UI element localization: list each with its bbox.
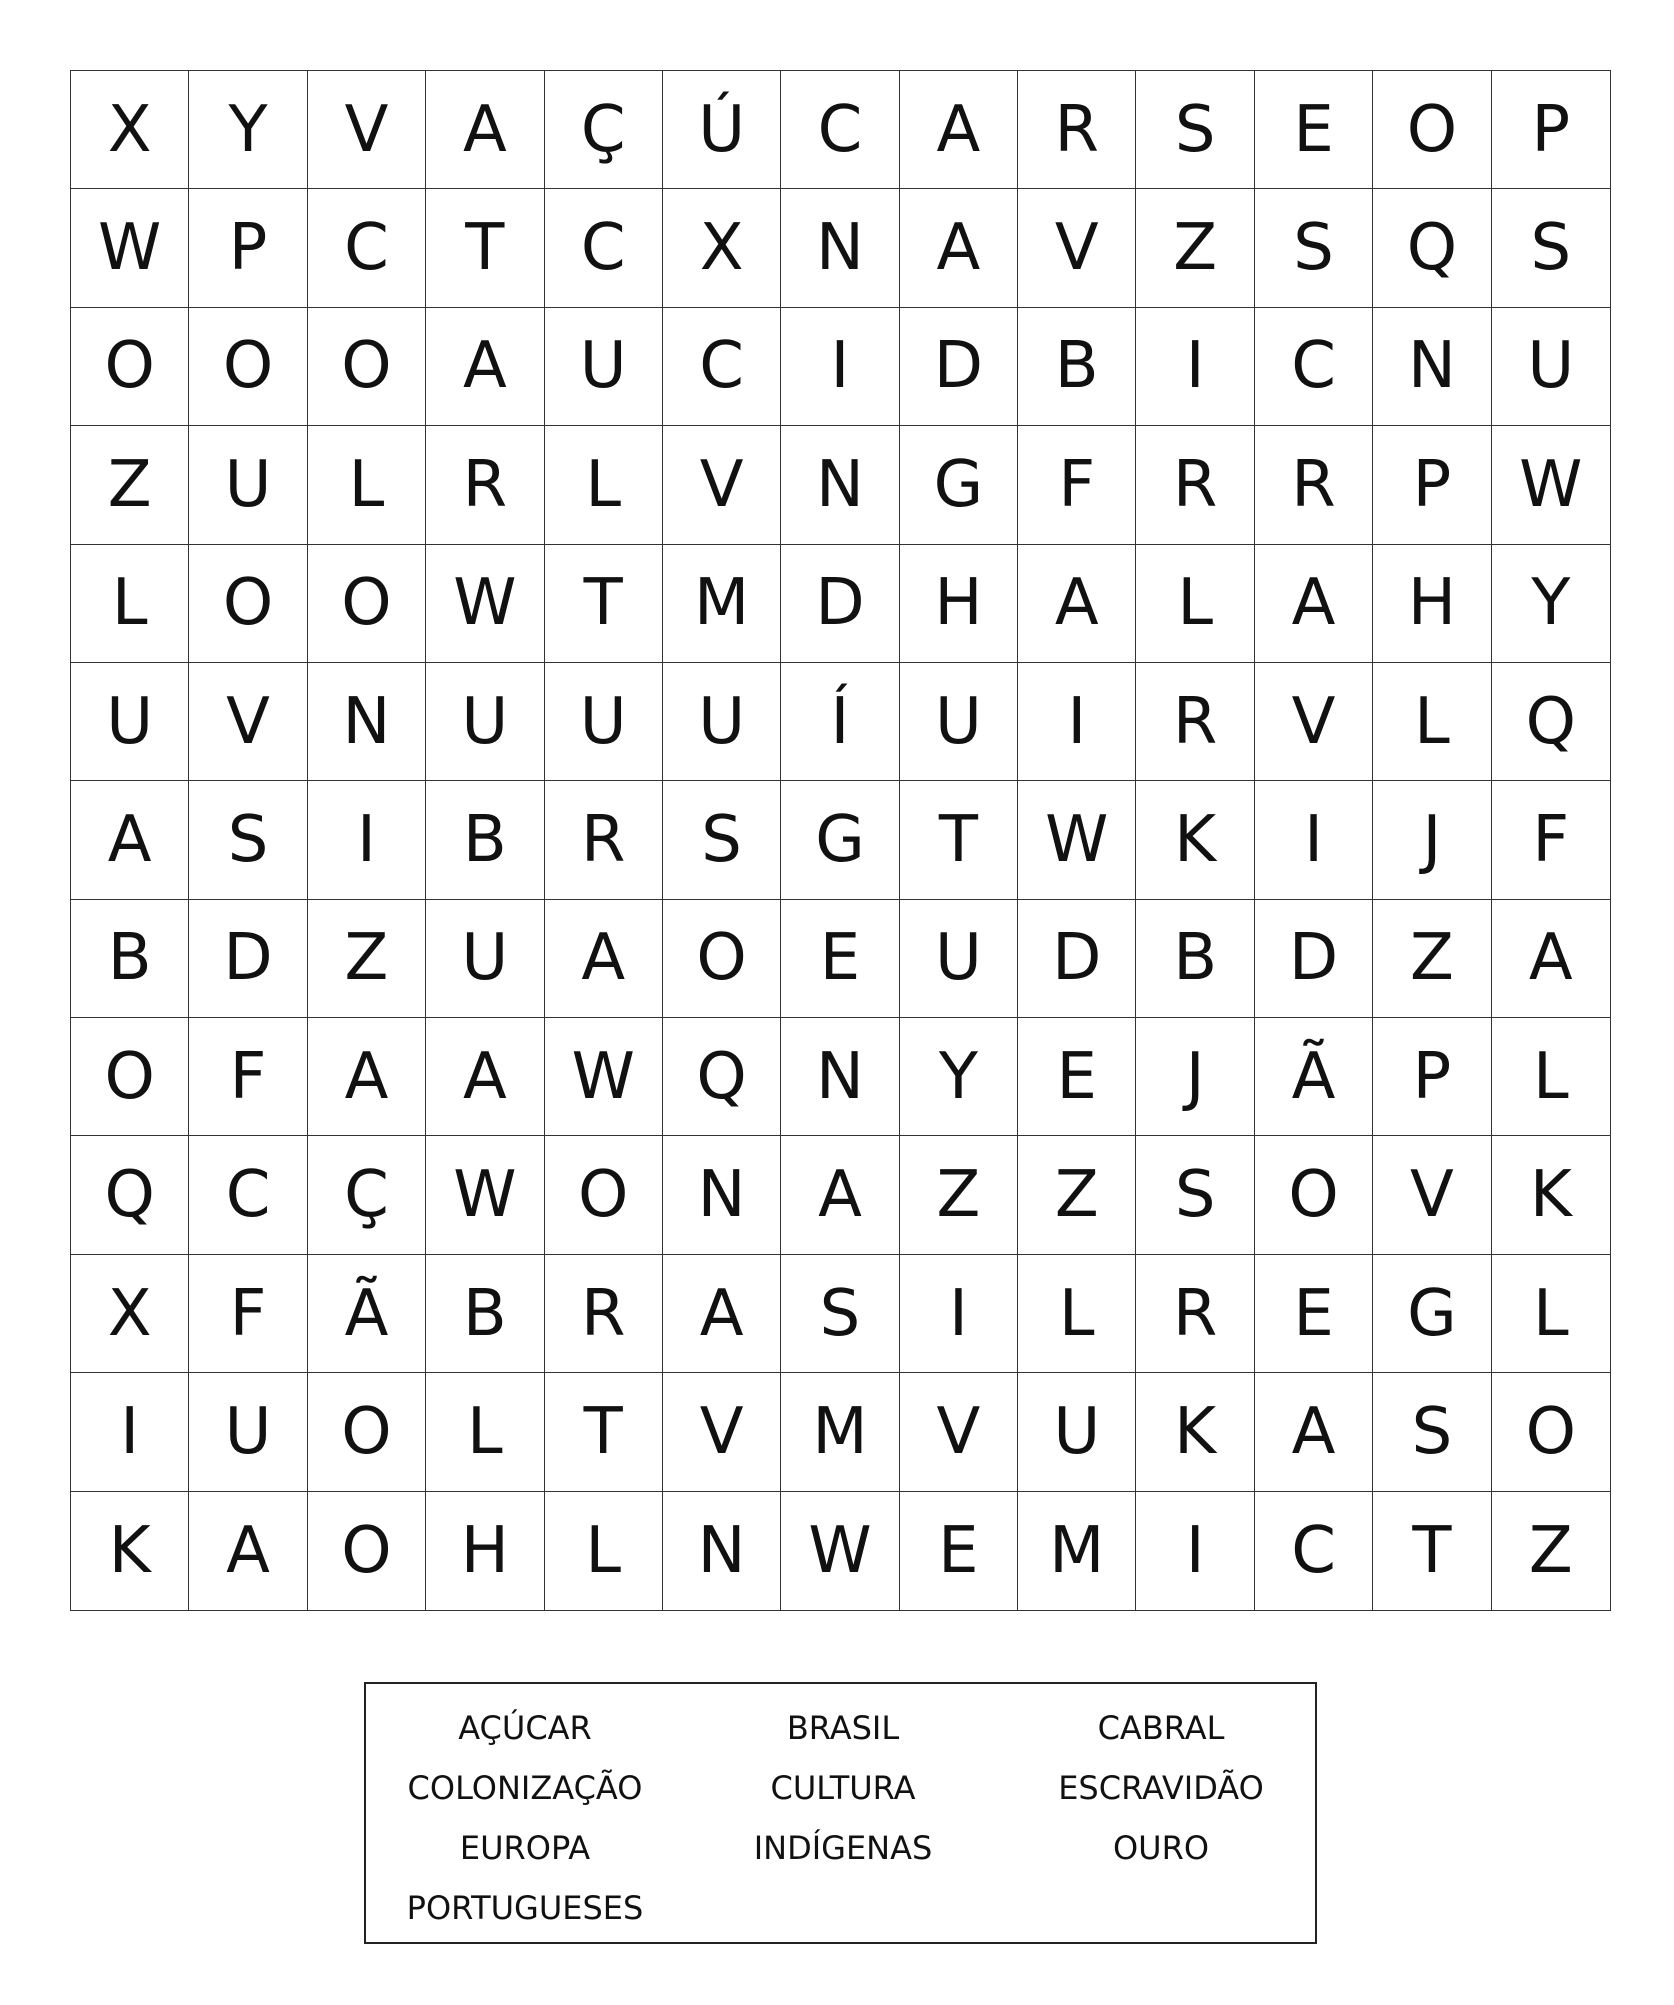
word-portugueses: PORTUGUESES [406,1889,644,1927]
grid-cell[interactable]: T [545,1373,663,1491]
grid-cell[interactable]: G [781,781,899,899]
grid-cell[interactable]: B [1018,308,1136,426]
grid-cell[interactable]: V [1018,189,1136,307]
grid-cell[interactable]: W [1492,426,1610,544]
grid-cell[interactable]: E [1018,1018,1136,1136]
word-europa: EUROPA [459,1829,591,1867]
grid-cell[interactable]: W [1018,781,1136,899]
grid-cell[interactable]: L [1136,545,1254,663]
grid-cell[interactable]: Y [189,71,307,189]
word-indigenas: INDÍGENAS [753,1829,933,1867]
grid-cell[interactable]: P [1373,426,1491,544]
grid-cell[interactable]: K [71,1492,189,1610]
grid-cell[interactable]: O [1492,1373,1610,1491]
grid-cell[interactable]: N [781,1018,899,1136]
grid-cell[interactable]: H [900,545,1018,663]
grid-cell[interactable]: Q [1492,663,1610,781]
grid-cell[interactable]: C [308,189,426,307]
grid-cell[interactable]: S [1136,71,1254,189]
grid-cell[interactable]: Ç [545,71,663,189]
grid-cell[interactable]: A [900,71,1018,189]
grid-cell[interactable]: P [1373,1018,1491,1136]
grid-cell[interactable]: X [71,1255,189,1373]
grid-cell[interactable]: B [1136,900,1254,1018]
grid-cell[interactable]: J [1373,781,1491,899]
grid-cell[interactable]: Y [900,1018,1018,1136]
grid-cell[interactable]: J [1136,1018,1254,1136]
grid-cell[interactable]: K [1136,1373,1254,1491]
grid-cell[interactable]: L [71,545,189,663]
grid-cell[interactable]: V [308,71,426,189]
grid-cell[interactable]: U [1492,308,1610,426]
grid-cell[interactable]: H [1373,545,1491,663]
word-brasil: BRASIL [786,1709,900,1747]
grid-cell[interactable]: L [545,426,663,544]
word-cultura: CULTURA [770,1769,916,1807]
grid-cell[interactable]: A [663,1255,781,1373]
grid-cell[interactable]: M [1018,1492,1136,1610]
grid-cell[interactable]: U [663,663,781,781]
grid-cell[interactable]: Í [781,663,899,781]
grid-cell[interactable]: Z [1528,1513,1573,1588]
grid-cell[interactable]: M [781,1373,899,1491]
grid-cell[interactable]: R [1255,426,1373,544]
grid-cell[interactable]: O [189,545,307,663]
grid-cell[interactable]: I [1136,1492,1254,1610]
grid-cell[interactable]: F [1018,426,1136,544]
grid-cell[interactable]: S [1492,189,1610,307]
grid-cell[interactable]: Q [71,1136,189,1254]
grid-cell[interactable]: V [189,663,307,781]
grid-cell[interactable]: L [1018,1255,1136,1373]
grid-cell[interactable]: W [781,1492,899,1610]
grid-cell[interactable]: D [781,545,899,663]
grid-cell[interactable]: W [71,189,189,307]
grid-cell[interactable]: Ã [308,1255,426,1373]
grid-cell[interactable]: C [545,189,663,307]
grid-cell[interactable]: F [189,1255,307,1373]
grid-cell[interactable]: A [1255,1373,1373,1491]
grid-cell[interactable]: S [189,781,307,899]
grid-cell[interactable]: O [1373,71,1491,189]
grid-cell[interactable]: N [1373,308,1491,426]
grid-cell[interactable]: G [900,426,1018,544]
grid-cell[interactable]: U [545,663,663,781]
grid-cell[interactable]: N [663,1492,781,1610]
grid-cell[interactable]: S [1136,1136,1254,1254]
grid-cell[interactable]: Z [900,1136,1018,1254]
grid-cell[interactable]: U [189,1373,307,1491]
grid-cell[interactable]: D [900,308,1018,426]
grid-cell[interactable]: P [189,189,307,307]
grid-cell[interactable]: K [1136,781,1254,899]
grid-cell[interactable]: O [189,308,307,426]
grid-cell[interactable]: U [189,426,307,544]
grid-cell[interactable]: E [900,1492,1018,1610]
grid-cell[interactable]: N [781,426,899,544]
grid-cell[interactable]: V [1255,663,1373,781]
grid-cell[interactable]: O [308,1492,426,1610]
grid-cell[interactable]: I [1018,663,1136,781]
grid-cell[interactable]: A [781,1136,899,1254]
grid-cell[interactable]: Y [1492,545,1610,663]
grid-cell[interactable]: Z [308,900,426,1018]
grid-cell[interactable]: T [426,189,544,307]
word-bank-column-3 [1002,1698,1320,1878]
grid-cell[interactable]: I [781,308,899,426]
grid-cell[interactable]: O [663,900,781,1018]
grid-cell[interactable]: K [1492,1136,1610,1254]
grid-cell[interactable]: Ú [663,71,781,189]
grid-cell[interactable]: N [781,189,899,307]
grid-cell[interactable]: E [1255,71,1373,189]
grid-cell[interactable]: V [900,1373,1018,1491]
grid-cell[interactable]: C [663,308,781,426]
word-ouro: OURO [1112,1829,1210,1867]
grid-cell[interactable]: O [71,1018,189,1136]
grid-cell[interactable]: A [426,308,544,426]
grid-cell[interactable]: E [781,900,899,1018]
grid-cell[interactable]: Q [663,1018,781,1136]
word-bank-column-1 [366,1698,684,1938]
grid-cell[interactable]: T [1373,1492,1491,1610]
grid-cell[interactable]: B [71,900,189,1018]
grid-cell[interactable]: T [545,545,663,663]
grid-cell[interactable]: U [1018,1373,1136,1491]
grid-cell[interactable]: A [71,781,189,899]
grid-cell[interactable]: N [308,663,426,781]
grid-cell[interactable]: C [1255,1492,1373,1610]
grid-cell[interactable]: F [189,1018,307,1136]
grid-cell[interactable]: A [308,1018,426,1136]
grid-cell[interactable]: U [426,900,544,1018]
grid-cell[interactable]: R [1136,1255,1254,1373]
grid-cell[interactable]: L [1492,1018,1610,1136]
grid-cell[interactable]: C [781,71,899,189]
grid-cell[interactable]: Ç [308,1136,426,1254]
grid-cell[interactable]: A [426,1018,544,1136]
word-escravidao: ESCRAVIDÃO [1058,1769,1264,1807]
grid-cell[interactable]: F [1492,781,1610,899]
grid-cell[interactable]: Q [1373,189,1491,307]
grid-cell[interactable]: X [663,189,781,307]
grid-cell[interactable]: O [545,1136,663,1254]
grid-cell[interactable]: W [545,1018,663,1136]
grid-cell[interactable]: O [308,308,426,426]
grid-cell[interactable]: E [1255,1255,1373,1373]
grid-cell[interactable]: I [308,781,426,899]
grid-cell[interactable]: S [663,781,781,899]
word-acucar: AÇÚCAR [458,1709,592,1747]
grid-cell[interactable]: G [1373,1255,1491,1373]
grid-cell[interactable]: T [900,781,1018,899]
grid-cell[interactable]: L [545,1492,663,1610]
grid-cell[interactable]: M [663,545,781,663]
word-cabral: CABRAL [1097,1709,1225,1747]
grid-cell[interactable]: L [1373,663,1491,781]
grid-cell[interactable]: N [663,1136,781,1254]
grid-cell[interactable]: O [1255,1136,1373,1254]
word-colonizacao: COLONIZAÇÃO [407,1769,643,1807]
grid-cell[interactable]: U [900,663,1018,781]
grid-cell[interactable]: B [426,781,544,899]
grid-cell[interactable]: B [426,1255,544,1373]
grid-cell[interactable]: R [1136,663,1254,781]
grid-cell[interactable]: A [1018,545,1136,663]
grid-cell[interactable]: U [426,663,544,781]
grid-cell[interactable]: V [663,426,781,544]
grid-cell[interactable]: L [308,426,426,544]
grid-cell[interactable]: I [71,1373,189,1491]
grid-cell[interactable]: D [1018,900,1136,1018]
grid-cell[interactable]: R [545,1255,663,1373]
grid-cell[interactable]: I [1136,308,1254,426]
word-bank [364,1682,1317,1944]
grid-cell[interactable]: S [1255,189,1373,307]
grid-cell[interactable]: S [1373,1373,1491,1491]
grid-cell[interactable]: I [1255,781,1373,899]
grid-cell[interactable]: P [1492,71,1610,189]
grid-cell[interactable]: V [663,1373,781,1491]
grid-cell[interactable]: S [781,1255,899,1373]
grid-cell[interactable]: R [1018,71,1136,189]
grid-cell[interactable]: A [1255,545,1373,663]
grid-cell[interactable]: I [900,1255,1018,1373]
grid-cell[interactable]: W [426,545,544,663]
grid-cell[interactable]: R [545,781,663,899]
grid-cell[interactable]: Ã [1255,1018,1373,1136]
grid-cell[interactable]: D [189,900,307,1018]
grid-cell[interactable]: O [308,545,426,663]
grid-cell[interactable]: A [545,900,663,1018]
grid-cell[interactable]: A [900,189,1018,307]
grid-cell[interactable]: D [1255,900,1373,1018]
grid-cell[interactable]: L [1492,1255,1610,1373]
grid-cell[interactable]: U [71,663,189,781]
grid-cell[interactable]: R [1136,426,1254,544]
grid-cell[interactable]: Z [1136,189,1254,307]
grid-cell[interactable]: V [1373,1136,1491,1254]
grid-cell[interactable]: O [71,308,189,426]
grid-cell[interactable]: U [545,308,663,426]
grid-cell[interactable]: A [426,71,544,189]
grid-cell[interactable]: A [189,1492,307,1610]
word-search-grid [70,70,1611,1611]
grid-cell[interactable]: H [426,1492,544,1610]
grid-cell[interactable]: C [1255,308,1373,426]
grid-cell[interactable]: U [900,900,1018,1018]
grid-cell[interactable]: Z [1018,1136,1136,1254]
grid-cell[interactable]: R [426,426,544,544]
grid-cell[interactable]: X [71,71,189,189]
grid-cell[interactable]: Z [71,426,189,544]
grid-cell[interactable]: C [189,1136,307,1254]
grid-cell[interactable]: O [308,1373,426,1491]
grid-cell[interactable]: A [1492,900,1610,1018]
grid-cell[interactable]: L [426,1373,544,1491]
word-bank-column-2 [684,1698,1002,1878]
grid-cell[interactable]: Z [1373,900,1491,1018]
grid-cell[interactable]: W [426,1136,544,1254]
